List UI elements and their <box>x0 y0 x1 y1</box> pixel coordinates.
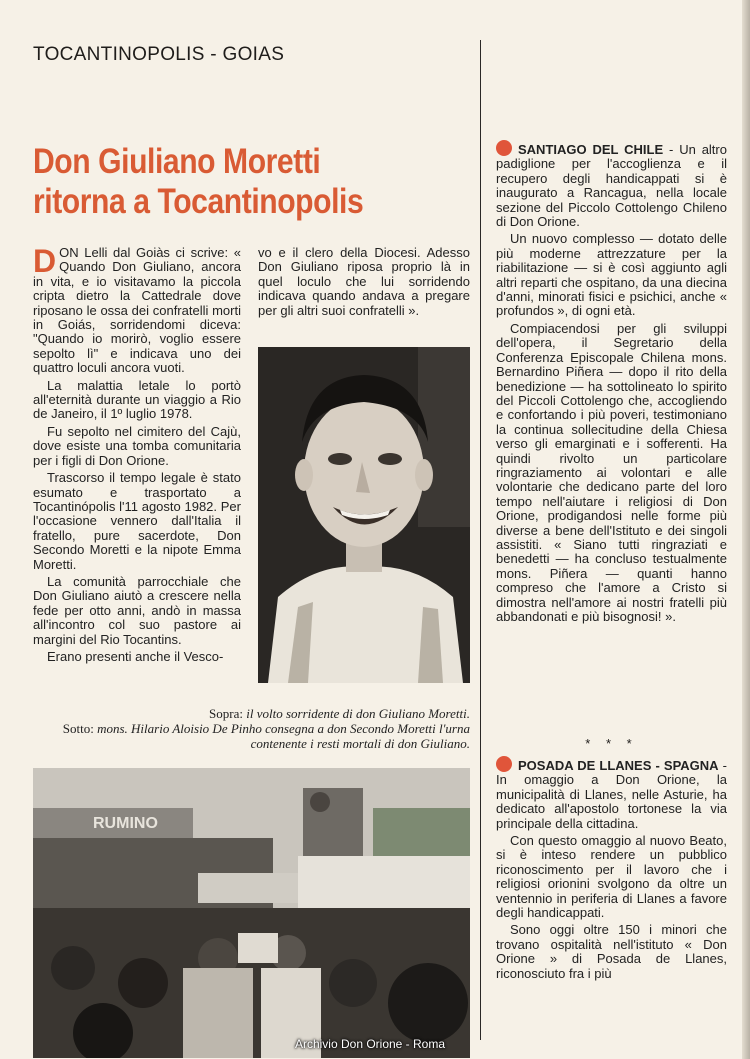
news-heading-posada: POSADA DE LLANES - SPAGNA <box>518 758 719 773</box>
column-divider <box>480 40 481 1040</box>
article-paragraph: La comunità parrocchiale che Don Giuliano aiutò a crescere nella fede per otto anni, andò in massa all'incontro col suo pastore ai margini del Rio Tocantins. <box>33 573 241 647</box>
banner-text: RUMINO <box>93 815 158 832</box>
article-title <box>33 142 433 222</box>
news-paragraph: Un nuovo complesso — dotato delle più moderne attrezzature per la riabilitazione — si è così aggiunto agli altri reparti che ospitano, da una diecina d'anni, minorati fisici e psichici, anche « profundos », di ogni età. <box>496 231 727 319</box>
article-paragraph: Fu sepolto nel cimitero del Cajù, dove esiste una tomba comunitaria per i figli di Don Orione. <box>33 423 241 468</box>
article-paragraph: vo e il clero della Diocesi. Adesso Don Giuliano riposa proprio là in quel loculo che lui sorridendo indicava quando andava a pregare per gli altri suoi confratelli ». <box>258 245 470 318</box>
page-edge-shadow <box>742 0 750 1059</box>
news-column-posada <box>496 756 727 984</box>
title-line-1: Don Giuliano Moretti <box>33 142 321 181</box>
bullet-icon <box>496 140 512 156</box>
news-paragraph: POSADA DE LLANES - SPAGNA - In omaggio a Don Orione, la municipalità di Llanes, nelle Asturie, ha dedicato all'apostolo tortonese la via principale della cittadina. <box>496 758 727 831</box>
article-column-2 <box>258 246 470 321</box>
article-paragraph: Erano presenti anche il Vesco- <box>47 648 224 664</box>
news-column-santiago <box>496 140 727 627</box>
section-separator: * * * <box>585 736 638 751</box>
news-heading-santiago: SANTIAGO DEL CHILE <box>518 142 664 157</box>
bullet-icon <box>496 756 512 772</box>
caption-line-top: Sopra: il volto sorridente di don Giuliano Moretti. <box>209 706 470 721</box>
portrait-photo-drawing <box>258 347 470 683</box>
article-column-1 <box>33 243 241 667</box>
archive-watermark: Archivio Don Orione - Roma <box>294 1037 446 1051</box>
caption-line-bottom: Sotto: mons. Hilario Aloisio De Pinho consegna a don Secondo Moretti l'urna contenente i resti mortali di don Giuliano. <box>62 721 470 751</box>
section-header: TOCANTINOPOLIS - GOIAS <box>33 44 285 65</box>
ceremony-photo <box>33 768 470 1058</box>
portrait-photo <box>258 347 470 683</box>
ceremony-photo-drawing <box>33 768 470 1058</box>
article-paragraph: DON Lelli dal Goiàs ci scrive: « Quando Don Giuliano, ancora in vita, e io visitavamo la piccola cripta dietro la Cattedrale dove riposano le ossa dei confratelli morti in Goiás, sorridendomi diceva: "Quando io morirò, voglio essere sepolto lì" e indicava uno dei quattro loculi ancora vuoti. <box>33 243 241 376</box>
news-paragraph: Sono oggi oltre 150 i minori che trovano ospitalità nell'istituto « Don Orione » di Posada de Llanes, riconosciuto fra i più <box>496 922 727 981</box>
photo-caption <box>60 706 470 751</box>
news-paragraph: Con questo omaggio al nuovo Beato, si è inteso rendere un pubblico riconoscimento per il lavoro che i religiosi orionini svolgono da oltre un ventennio in periferia di Llanes a favore degli handicappati. <box>496 833 727 921</box>
news-paragraph: Compiacendosi per gli sviluppi dell'opera, il Segretario della Conferenza Episcopale Chilena mons. Bernardino Piñera — dopo il rito della benedizione — ha sottolineato lo spirito del Piccoli Cottolengo che, accogliendo e confortando i più poveri, testimoniano la continua sollecitudine della Chiesa verso gli emarginati e i sofferenti. Ha quindi rivolto un particolare ringraziamento ai volontari e alle volontarie che dedicano parte del loro tempo nell'aiutare i religiosi di Don Orione, prodigandosi nelle forme più diverse a bene dell'Istituto e dei singoli assistiti. « Siano tutti ringraziati e benedetti — ha concluso testualmente mons. Piñera — quanti hanno compreso che l'amore a Cristo si dimostra nell'amore ai nostri fratelli più abbandonati e più bisognosi! ». <box>496 320 727 624</box>
drop-cap: D <box>33 243 57 279</box>
title-line-2: ritorna a Tocantinopolis <box>33 182 364 221</box>
news-paragraph: SANTIAGO DEL CHILE - Un altro padiglione per l'accoglienza e il recupero degli handicappati si è inaugurato a Rancagua, nella locale sezione del Piccolo Cottolengo Chileno di Don Orione. <box>496 142 727 230</box>
article-paragraph: Trascorso il tempo legale è stato esumato e trasportato a Tocantinópolis l'11 agosto 1982. Per l'occasione vennero dall'Italia il fratello, pure sacerdote, Don Secondo Moretti e la nipote Emma Moretti. <box>33 470 241 572</box>
article-paragraph: La malattia letale lo portò all'eternità durante un viaggio a Rio de Janeiro, il 1º luglio 1978. <box>33 377 241 422</box>
